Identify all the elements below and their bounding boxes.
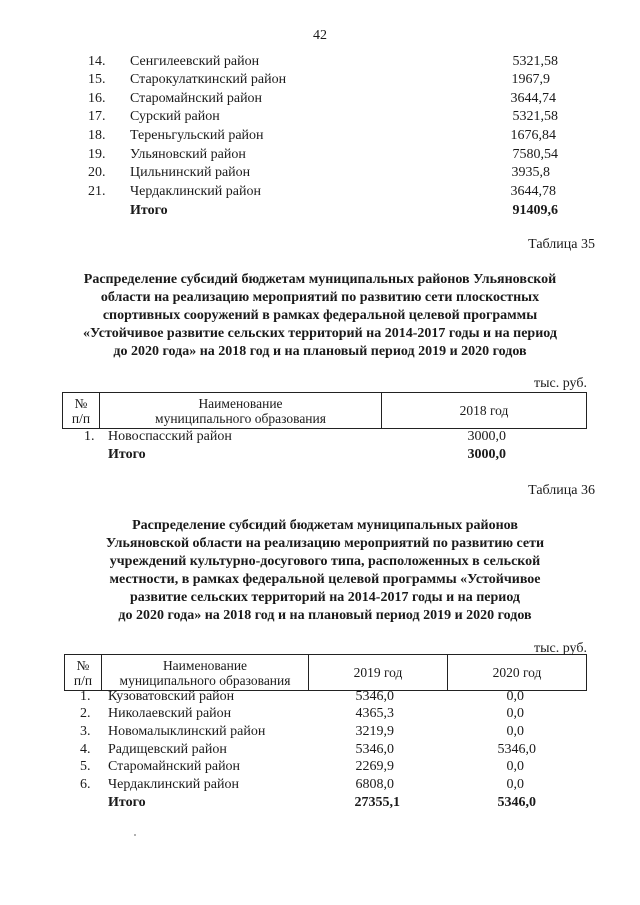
- row-number: 19.: [88, 147, 106, 162]
- header-name: [100, 393, 382, 429]
- row-number: 15.: [88, 72, 106, 87]
- row-number: 4.: [80, 742, 91, 757]
- heading-line: учреждений культурно-досугового типа, расположенных в сельской: [109, 554, 541, 569]
- header-num: [65, 655, 102, 691]
- total-value-2020: 5346,0: [497, 795, 536, 810]
- row-value-2020: 5346,0: [497, 742, 536, 757]
- heading-line: до 2020 года» на 2018 год и на плановый период 2019 и 2020 годов: [118, 608, 532, 623]
- row-value-2020: 0,0: [506, 724, 524, 739]
- row-name: Тереньгульский район: [130, 128, 264, 143]
- total-label: Итого: [108, 795, 146, 810]
- row-number: 14.: [88, 54, 106, 69]
- row-number: 6.: [80, 777, 91, 792]
- page-number: 42: [313, 28, 327, 43]
- heading-line: области на реализацию мероприятий по развитию сети плоскостных: [100, 290, 540, 305]
- row-value-2019: 5346,0: [355, 689, 394, 704]
- row-name: Старокулаткинский район: [130, 72, 287, 87]
- heading-line: развитие сельских территорий на 2014-2017 годы и на период: [129, 590, 521, 605]
- row-number: 17.: [88, 109, 106, 124]
- row-number: 18.: [88, 128, 106, 143]
- total-label: Итого: [130, 203, 168, 218]
- scan-speck: [134, 834, 136, 836]
- total-label: Итого: [108, 447, 146, 462]
- heading-line: местности, в рамках федеральной целевой программы «Устойчивое: [109, 572, 541, 587]
- row-value: 5321,58: [512, 109, 558, 124]
- heading-line: Ульяновской области на реализацию мероприятий по развитию сети: [105, 536, 545, 551]
- row-name: Сенгилеевский район: [130, 54, 260, 69]
- row-value-2020: 0,0: [506, 689, 524, 704]
- row-value: 3935,8: [511, 165, 550, 180]
- row-value-2019: 2269,9: [355, 759, 394, 774]
- row-name: Старомайнский район: [130, 91, 263, 106]
- row-name: Ульяновский район: [130, 147, 246, 162]
- row-number: 16.: [88, 91, 106, 106]
- row-number: 5.: [80, 759, 91, 774]
- row-name: Радищевский район: [108, 742, 227, 757]
- header-num-line: №: [74, 395, 88, 411]
- row-value: 7580,54: [512, 147, 558, 162]
- header-name-line: Наименование: [198, 395, 283, 411]
- row-value: 5321,58: [512, 54, 558, 69]
- header-num-line: п/п: [71, 410, 91, 426]
- heading-line: спортивных сооружений в рамках федеральной целевой программы: [102, 308, 538, 323]
- row-name: Чердаклинский район: [108, 777, 239, 792]
- total-value: 3000,0: [467, 447, 506, 462]
- row-name: Новоспасский район: [108, 429, 232, 444]
- table-35-unit: тыс. руб.: [534, 376, 587, 391]
- row-number: 1.: [80, 689, 91, 704]
- row-value: 1967,9: [511, 72, 550, 87]
- table-35-header: [62, 392, 587, 429]
- heading-line: Распределение субсидий бюджетам муниципальных районов Ульяновской: [83, 272, 557, 287]
- row-number: 1.: [84, 429, 95, 444]
- row-name: Сурский район: [130, 109, 220, 124]
- table-36-unit: тыс. руб.: [534, 641, 587, 656]
- table-36-label: Таблица 36: [528, 483, 595, 498]
- header-name-line: Наименование: [162, 657, 248, 673]
- row-value: 1676,84: [510, 128, 556, 143]
- header-col-2020: 2020 год: [448, 655, 587, 691]
- row-value-2019: 4365,3: [355, 706, 394, 721]
- row-value: 3644,74: [510, 91, 556, 106]
- row-value-2019: 5346,0: [355, 742, 394, 757]
- total-value-2019: 27355,1: [354, 795, 400, 810]
- heading-line: до 2020 года» на 2018 год и на плановый период 2019 и 2020 годов: [113, 344, 527, 359]
- row-number: 21.: [88, 184, 106, 199]
- row-number: 20.: [88, 165, 106, 180]
- row-value-2019: 6808,0: [355, 777, 394, 792]
- row-value: 3644,78: [510, 184, 556, 199]
- header-num-line: п/п: [73, 672, 93, 688]
- header-col-2018: 2018 год: [382, 393, 587, 429]
- row-name: Чердаклинский район: [130, 184, 261, 199]
- row-name: Кузоватовский район: [108, 689, 235, 704]
- row-name: Цильнинский район: [130, 165, 251, 180]
- heading-line: «Устойчивое развитие сельских территорий на 2014-2017 годы и на период: [83, 326, 557, 341]
- row-value-2019: 3219,9: [355, 724, 394, 739]
- header-name: [102, 655, 309, 691]
- header-name-line: муниципального образования: [119, 672, 291, 688]
- row-name: Старомайнский район: [108, 759, 241, 774]
- header-num-line: №: [76, 657, 90, 673]
- row-value: 3000,0: [467, 429, 506, 444]
- heading-line: Распределение субсидий бюджетам муниципальных районов: [132, 518, 518, 533]
- header-col-2019: 2019 год: [309, 655, 448, 691]
- table-35-heading: [40, 271, 600, 361]
- total-value: 91409,6: [512, 203, 558, 218]
- table-36-heading: [60, 517, 590, 625]
- table-36-header: [64, 654, 587, 691]
- table-35-label: Таблица 35: [528, 237, 595, 252]
- row-name: Новомалыклинский район: [108, 724, 266, 739]
- header-name-line: муниципального образования: [155, 410, 326, 426]
- row-name: Николаевский район: [108, 706, 232, 721]
- row-value-2020: 0,0: [506, 777, 524, 792]
- row-value-2020: 0,0: [506, 759, 524, 774]
- row-value-2020: 0,0: [506, 706, 524, 721]
- header-num: [63, 393, 100, 429]
- row-number: 2.: [80, 706, 91, 721]
- row-number: 3.: [80, 724, 91, 739]
